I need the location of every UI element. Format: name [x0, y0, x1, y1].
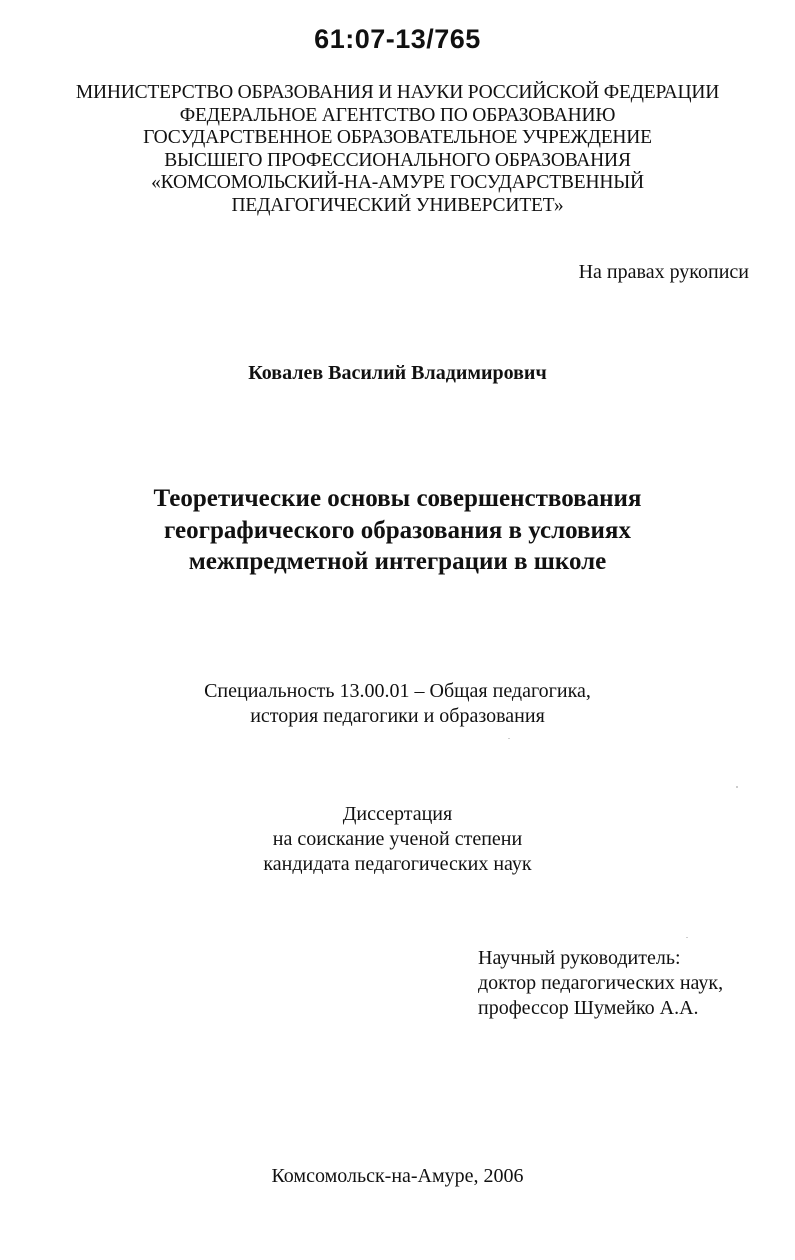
- manuscript-note: На правах рукописи: [578, 261, 749, 283]
- title-line: Теоретические основы совершенствования: [153, 485, 642, 512]
- city-year: Комсомольск-на-Амуре, 2006: [271, 1165, 524, 1187]
- specialty-line: история педагогики и образования: [250, 705, 545, 727]
- scientific-supervisor: [478, 946, 723, 1021]
- supervisor-line: профессор Шумейко А.А.: [478, 997, 699, 1019]
- scan-speck: [736, 786, 738, 788]
- supervisor-line: доктор педагогических наук,: [478, 972, 724, 994]
- specialty: [0, 679, 795, 729]
- institution-line: ГОСУДАРСТВЕННОЕ ОБРАЗОВАТЕЛЬНОЕ УЧРЕЖДЕНИЕ: [143, 127, 652, 148]
- author-name: Ковалев Василий Владимирович: [248, 362, 547, 384]
- catalog-number: 61:07-13/765: [314, 24, 481, 54]
- supervisor-line: Научный руководитель:: [478, 947, 681, 969]
- institution-line: ПЕДАГОГИЧЕСКИЙ УНИВЕРСИТЕТ»: [231, 194, 564, 216]
- dissertation-line: на соискание ученой степени: [272, 828, 523, 850]
- institution-line: МИНИСТЕРСТВО ОБРАЗОВАНИЯ И НАУКИ РОССИЙСКОЙ ФЕДЕРАЦИИ: [75, 82, 720, 103]
- scan-speck: [686, 937, 688, 938]
- dissertation-title: [0, 483, 795, 578]
- title-line: межпредметной интеграции в школе: [188, 548, 607, 575]
- institution-line: ФЕДЕРАЛЬНОЕ АГЕНТСТВО ПО ОБРАЗОВАНИЮ: [179, 104, 616, 126]
- scan-speck: [508, 738, 510, 739]
- specialty-line: Специальность 13.00.01 – Общая педагогика,: [204, 680, 591, 702]
- dissertation-line: кандидата педагогических наук: [263, 853, 532, 875]
- institution-header: [0, 82, 795, 217]
- institution-line: ВЫСШЕГО ПРОФЕССИОНАЛЬНОГО ОБРАЗОВАНИЯ: [164, 149, 631, 171]
- title-line: географического образования в условиях: [164, 516, 631, 544]
- institution-line: «КОМСОМОЛЬСКИЙ-НА-АМУРЕ ГОСУДАРСТВЕННЫЙ: [151, 172, 644, 193]
- dissertation-type: [0, 802, 795, 877]
- dissertation-line: Диссертация: [342, 803, 453, 825]
